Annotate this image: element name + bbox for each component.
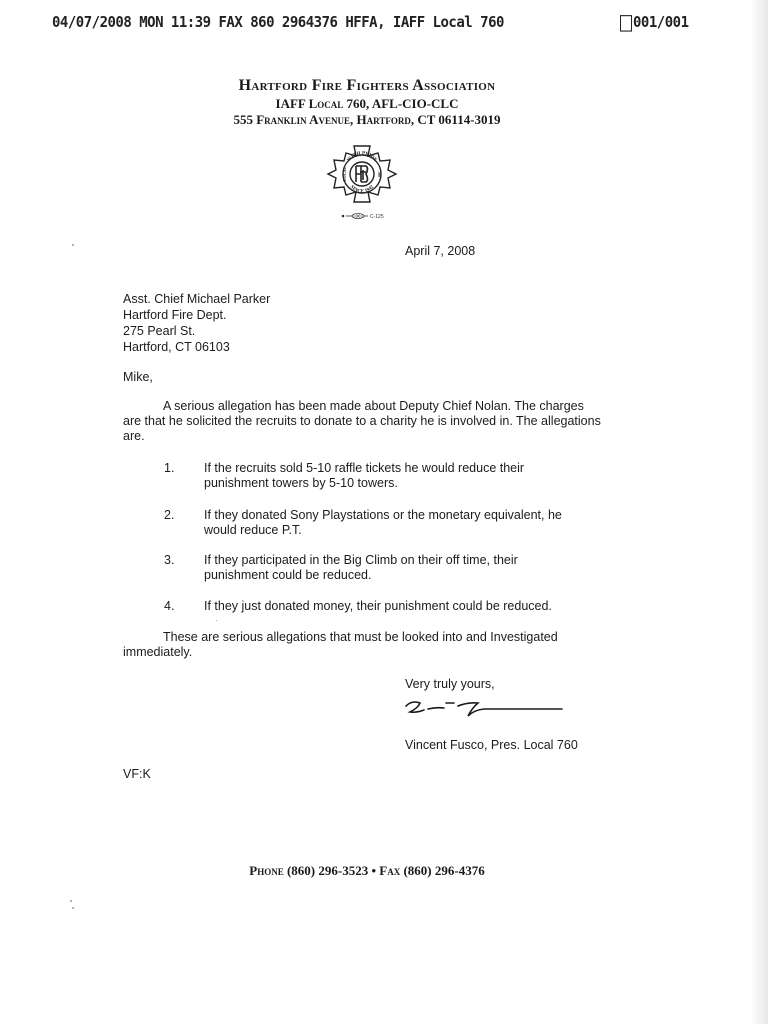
- paragraph-allegation-intro: [123, 399, 603, 444]
- fax-header-left: 04/07/2008 MON 11:39 FAX 860 2964376 HFFA, IAFF Local 760: [52, 14, 504, 32]
- letterhead: [0, 76, 734, 128]
- svg-text:WITH PRIDE: WITH PRIDE: [346, 151, 378, 163]
- list-item-text: If they just donated money, their punishment could be reduced.: [204, 599, 552, 613]
- closing: Very truly yours,: [405, 677, 495, 691]
- recipient-name: Asst. Chief Michael Parker: [123, 292, 271, 306]
- union-local: IAFF Local 760, AFL-CIO-CLC: [275, 96, 459, 111]
- organization-name: Hartford Fire Fighters Association: [238, 77, 496, 94]
- checkbox-square-icon: [620, 15, 632, 32]
- paragraph-conclusion: [123, 630, 603, 660]
- svg-text:LOCAL: LOCAL: [342, 166, 347, 182]
- recipient-street: 275 Pearl St.: [123, 324, 196, 338]
- svg-text:760: 760: [377, 171, 382, 177]
- recipient-address: [123, 291, 270, 355]
- scan-edge-shadow: [750, 0, 768, 1024]
- paragraph-1-text: A serious allegation has been made about Deputy Chief Nolan. The charges are that he solicited the recruits to donate to a charity he is involved in. The allegations are.: [123, 399, 601, 443]
- paragraph-2-text: These are serious allegations that must be looked into and Investigated immediately.: [123, 630, 558, 659]
- letter-date: April 7, 2008: [405, 244, 476, 258]
- scan-speck: [72, 244, 74, 246]
- recipient-department: Hartford Fire Dept.: [123, 308, 227, 322]
- svg-text:SINCE 1942: SINCE 1942: [348, 184, 376, 195]
- list-item-number: 4.: [164, 599, 175, 613]
- list-item-text: If they donated Sony Playstations or the monetary equivalent, he would reduce P.T.: [204, 508, 562, 537]
- organization-address: 555 Franklin Avenue, Hartford, CT 06114-3019: [233, 112, 501, 127]
- list-item-text: If the recruits sold 5-10 raffle tickets he would reduce their punishment towers by 5-10 towers.: [204, 461, 525, 490]
- scan-speck: [72, 907, 74, 909]
- fax-header-right: [620, 14, 689, 32]
- scan-speck: [70, 900, 72, 902]
- svg-text:C-125: C-125: [370, 214, 384, 220]
- list-item-number: 2.: [164, 508, 175, 522]
- list-item-number: 1.: [164, 461, 175, 475]
- union-bug-icon: [340, 212, 390, 220]
- recipient-city: Hartford, CT 06103: [123, 340, 230, 354]
- salutation: Mike,: [123, 370, 153, 384]
- fire-department-seal-icon: [326, 144, 398, 204]
- footer-contact: Phone (860) 296-3523 • Fax (860) 296-4376: [249, 863, 485, 878]
- signer-name: Vincent Fusco, Pres. Local 760: [405, 738, 578, 752]
- fax-transmission-header: [52, 14, 692, 38]
- signature: [402, 694, 567, 724]
- list-item-number: 3.: [164, 553, 175, 567]
- fax-page-count: 001/001: [633, 14, 689, 32]
- typist-initials: VF:K: [123, 767, 151, 781]
- list-item-text: If they participated in the Big Climb on their off time, their punishment could be reduced.: [204, 553, 518, 582]
- scan-speck: [216, 620, 217, 621]
